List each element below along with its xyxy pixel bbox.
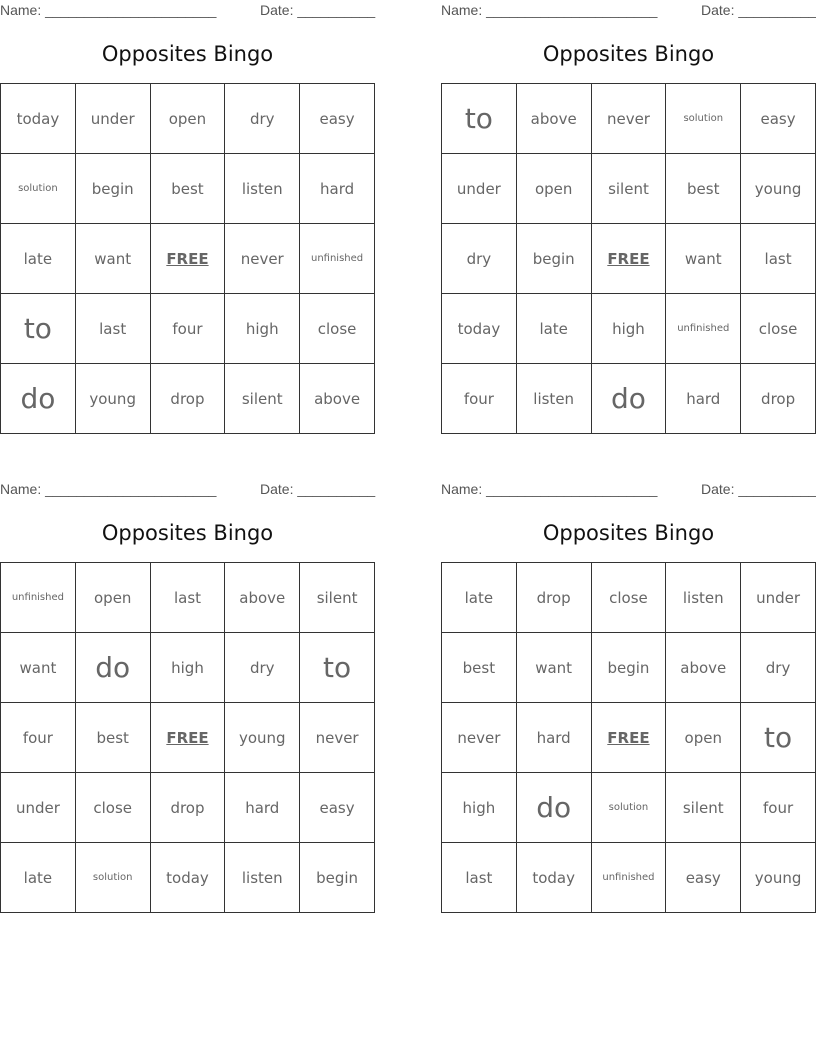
- bingo-cell: do: [516, 773, 591, 843]
- bingo-cell: high: [591, 294, 666, 364]
- bingo-cell: do: [1, 364, 76, 434]
- bingo-cell: open: [75, 563, 150, 633]
- bingo-cell: unfinished: [1, 563, 76, 633]
- bingo-cell: hard: [225, 773, 300, 843]
- bingo-cell: open: [516, 154, 591, 224]
- bingo-cell: easy: [741, 84, 816, 154]
- bingo-row: [1, 773, 375, 843]
- bingo-cell: drop: [150, 773, 225, 843]
- bingo-cell: late: [1, 224, 76, 294]
- bingo-cell: high: [150, 633, 225, 703]
- bingo-cell: do: [591, 364, 666, 434]
- card-header: [441, 2, 816, 20]
- bingo-grid: [441, 562, 816, 913]
- bingo-row: [1, 154, 375, 224]
- bingo-cell: silent: [591, 154, 666, 224]
- date-label: Date: __________: [260, 2, 376, 18]
- bingo-cell: today: [442, 294, 517, 364]
- bingo-cell: want: [516, 633, 591, 703]
- bingo-row: [1, 633, 375, 703]
- bingo-row: [442, 773, 816, 843]
- bingo-row: [442, 843, 816, 913]
- free-space: FREE: [150, 224, 225, 294]
- bingo-cell: begin: [516, 224, 591, 294]
- bingo-cell: want: [75, 224, 150, 294]
- bingo-cell: want: [666, 224, 741, 294]
- name-label: Name: ______________________: [0, 2, 217, 18]
- bingo-cell: solution: [591, 773, 666, 843]
- card-header: [441, 481, 816, 499]
- bingo-cell: do: [75, 633, 150, 703]
- bingo-cell: today: [1, 84, 76, 154]
- bingo-cell: under: [741, 563, 816, 633]
- bingo-cell: to: [741, 703, 816, 773]
- bingo-cell: close: [75, 773, 150, 843]
- bingo-row: [442, 224, 816, 294]
- bingo-row: [442, 563, 816, 633]
- bingo-cell: solution: [75, 843, 150, 913]
- bingo-cell: listen: [225, 843, 300, 913]
- bingo-cell: silent: [300, 563, 375, 633]
- bingo-cell: drop: [150, 364, 225, 434]
- bingo-cell: hard: [300, 154, 375, 224]
- bingo-cell: solution: [666, 84, 741, 154]
- bingo-cell: four: [741, 773, 816, 843]
- bingo-row: [1, 563, 375, 633]
- bingo-cell: unfinished: [591, 843, 666, 913]
- bingo-cell: want: [1, 633, 76, 703]
- bingo-cell: begin: [300, 843, 375, 913]
- bingo-cell: close: [741, 294, 816, 364]
- bingo-cell: above: [300, 364, 375, 434]
- bingo-cell: four: [442, 364, 517, 434]
- bingo-card: [0, 479, 375, 919]
- bingo-cell: never: [591, 84, 666, 154]
- bingo-row: [442, 154, 816, 224]
- bingo-cell: listen: [225, 154, 300, 224]
- bingo-cell: easy: [666, 843, 741, 913]
- bingo-cell: young: [225, 703, 300, 773]
- bingo-cell: unfinished: [300, 224, 375, 294]
- free-space: FREE: [591, 703, 666, 773]
- bingo-cell: drop: [741, 364, 816, 434]
- bingo-row: [1, 703, 375, 773]
- bingo-cell: best: [75, 703, 150, 773]
- bingo-cell: to: [442, 84, 517, 154]
- bingo-cell: four: [150, 294, 225, 364]
- bingo-cell: late: [516, 294, 591, 364]
- card-title: Opposites Bingo: [101, 521, 274, 545]
- bingo-card: [441, 479, 816, 919]
- bingo-row: [442, 633, 816, 703]
- card-header: [0, 2, 375, 20]
- bingo-cell: under: [1, 773, 76, 843]
- bingo-cell: high: [225, 294, 300, 364]
- bingo-cell: listen: [666, 563, 741, 633]
- bingo-cell: never: [300, 703, 375, 773]
- bingo-cell: easy: [300, 773, 375, 843]
- bingo-cell: last: [442, 843, 517, 913]
- bingo-cell: to: [300, 633, 375, 703]
- bingo-card: [0, 0, 375, 440]
- bingo-row: [1, 364, 375, 434]
- bingo-cell: last: [150, 563, 225, 633]
- bingo-cell: best: [442, 633, 517, 703]
- bingo-cell: dry: [442, 224, 517, 294]
- card-title: Opposites Bingo: [542, 521, 715, 545]
- name-label: Name: ______________________: [0, 481, 217, 497]
- bingo-cell: best: [150, 154, 225, 224]
- bingo-cell: dry: [741, 633, 816, 703]
- bingo-cell: drop: [516, 563, 591, 633]
- bingo-cell: today: [516, 843, 591, 913]
- bingo-grid: [0, 83, 375, 434]
- bingo-cell: close: [300, 294, 375, 364]
- bingo-grid: [0, 562, 375, 913]
- bingo-row: [442, 703, 816, 773]
- bingo-cell: above: [666, 633, 741, 703]
- bingo-cell: dry: [225, 84, 300, 154]
- card-title: Opposites Bingo: [101, 42, 274, 66]
- bingo-cell: last: [75, 294, 150, 364]
- bingo-card: [441, 0, 816, 440]
- bingo-cell: high: [442, 773, 517, 843]
- bingo-cell: never: [225, 224, 300, 294]
- bingo-cell: best: [666, 154, 741, 224]
- bingo-cell: under: [442, 154, 517, 224]
- bingo-cell: today: [150, 843, 225, 913]
- card-header: [0, 481, 375, 499]
- bingo-cell: above: [225, 563, 300, 633]
- bingo-cell: late: [1, 843, 76, 913]
- bingo-cell: close: [591, 563, 666, 633]
- bingo-cell: four: [1, 703, 76, 773]
- bingo-cell: young: [75, 364, 150, 434]
- bingo-cell: young: [741, 154, 816, 224]
- bingo-cell: late: [442, 563, 517, 633]
- bingo-cell: open: [150, 84, 225, 154]
- date-label: Date: __________: [701, 2, 816, 18]
- bingo-cell: unfinished: [666, 294, 741, 364]
- free-space: FREE: [150, 703, 225, 773]
- bingo-grid: [441, 83, 816, 434]
- bingo-row: [1, 224, 375, 294]
- free-space: FREE: [591, 224, 666, 294]
- bingo-row: [442, 294, 816, 364]
- bingo-cell: last: [741, 224, 816, 294]
- bingo-cell: open: [666, 703, 741, 773]
- bingo-row: [1, 84, 375, 154]
- bingo-cell: easy: [300, 84, 375, 154]
- date-label: Date: __________: [701, 481, 816, 497]
- bingo-row: [1, 294, 375, 364]
- bingo-row: [442, 84, 816, 154]
- name-label: Name: ______________________: [441, 2, 658, 18]
- card-title: Opposites Bingo: [542, 42, 715, 66]
- bingo-cell: hard: [666, 364, 741, 434]
- bingo-cell: dry: [225, 633, 300, 703]
- bingo-cell: begin: [75, 154, 150, 224]
- bingo-cell: begin: [591, 633, 666, 703]
- bingo-cell: hard: [516, 703, 591, 773]
- bingo-row: [442, 364, 816, 434]
- date-label: Date: __________: [260, 481, 376, 497]
- bingo-cell: never: [442, 703, 517, 773]
- bingo-row: [1, 843, 375, 913]
- bingo-cell: solution: [1, 154, 76, 224]
- bingo-cell: above: [516, 84, 591, 154]
- bingo-cell: listen: [516, 364, 591, 434]
- bingo-cell: to: [1, 294, 76, 364]
- bingo-cell: young: [741, 843, 816, 913]
- name-label: Name: ______________________: [441, 481, 658, 497]
- bingo-cell: silent: [666, 773, 741, 843]
- bingo-cell: under: [75, 84, 150, 154]
- bingo-cell: silent: [225, 364, 300, 434]
